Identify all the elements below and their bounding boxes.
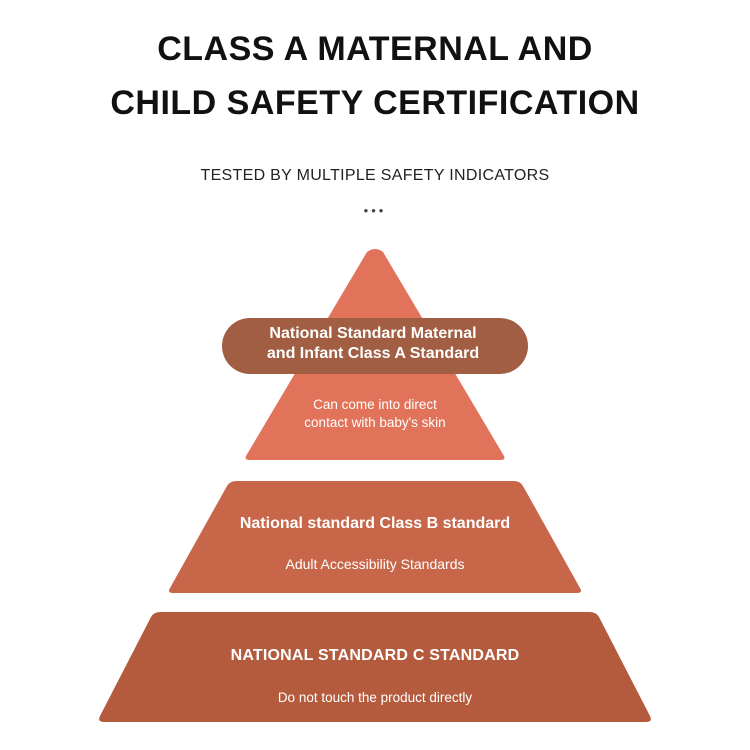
tier-top-description [250,396,500,432]
pyramid-tier-bottom [99,612,651,722]
page-title-line2: CHILD SAFETY CERTIFICATION [110,84,640,122]
tier-top-heading-line2: and Infant Class A Standard [266,345,480,362]
tier-middle-description: Adult Accessibility Standards [285,556,465,572]
ellipsis-dots-icon: ••• [363,203,387,218]
tier-top-description-line2: contact with baby's skin [304,415,446,430]
tier-bottom-heading: NATIONAL STANDARD C STANDARD [230,647,520,664]
pyramid-tier-middle [169,481,581,593]
tier-middle-heading: National standard Class B standard [239,515,511,532]
tier-bottom-description: Do not touch the product directly [277,690,473,705]
tier-top-description-line1: Can come into direct [313,397,437,412]
tier-top-heading [220,324,526,364]
subtitle: TESTED BY MULTIPLE SAFETY INDICATORS [200,167,550,184]
page-title-line1: CLASS A MATERNAL AND [157,30,593,68]
tier-top-heading-line1: National Standard Maternal [269,325,477,342]
